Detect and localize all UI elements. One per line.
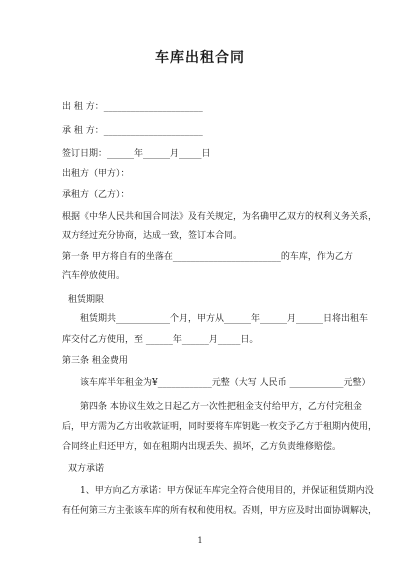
- article-3-heading: 第三条 租金费用: [62, 356, 128, 366]
- article-4-line-1: 第四条 本协议生效之日起乙方一次性把租金支付给甲方，乙方付完租金: [80, 402, 362, 412]
- lease-term-line-1: 租赁期共____________个月，甲方从______年______月______日将出租车: [80, 314, 369, 324]
- lessee-field: 承 租 方：______________________: [62, 126, 203, 136]
- article-1-line-1: 第一条 甲方将自有的坐落在________________________的车库，作为乙方: [62, 252, 353, 262]
- article-4-line-3: 合同终止归还甲方，如在租期内出现丢失、损坏，乙方负责维修赔偿。: [62, 442, 342, 452]
- party-a-label: 出租方（甲方）：: [62, 169, 130, 179]
- commitment-1-line-2: 有任何第三方主张该车库的所有权和使用权。否则，甲方应及时出面协调解决，: [62, 506, 378, 516]
- rent-amount-line: 该车库半年租金为¥____________元整（大写 人民币 ____________元整）: [80, 378, 371, 388]
- preamble-line-1: 根据《中华人民共和国合同法》及有关规定，为名确甲乙双方的权利义务关系，: [62, 212, 378, 222]
- article-1-line-2: 汽车停放使用。: [62, 271, 126, 281]
- commitments-heading: 双方承诺: [68, 464, 105, 474]
- lease-term-heading: 租赁期限: [68, 295, 105, 305]
- page-number: 1: [197, 536, 203, 545]
- lessor-field: 出 租 方：______________________: [62, 102, 203, 112]
- commitment-1-line-1: 1、甲方向乙方承诺：甲方保证车库完全符合使用目的，并保证租赁期内没: [80, 486, 374, 496]
- preamble-line-2: 双方经过充分协商，达成一致，签订本合同。: [62, 231, 243, 241]
- article-4-line-2: 后，甲方需为乙方出收款证明，同时要将车库钥匙一枚交予乙方于租期内使用，: [62, 422, 378, 432]
- signing-date-field: 签订日期：______年______月_____日: [62, 149, 211, 159]
- document-title: 车库出租合同: [155, 50, 245, 66]
- party-b-label: 承租方（乙方）：: [62, 190, 130, 200]
- lease-term-line-2: 库交付乙方使用，至 ______年______月_____日。: [62, 335, 259, 345]
